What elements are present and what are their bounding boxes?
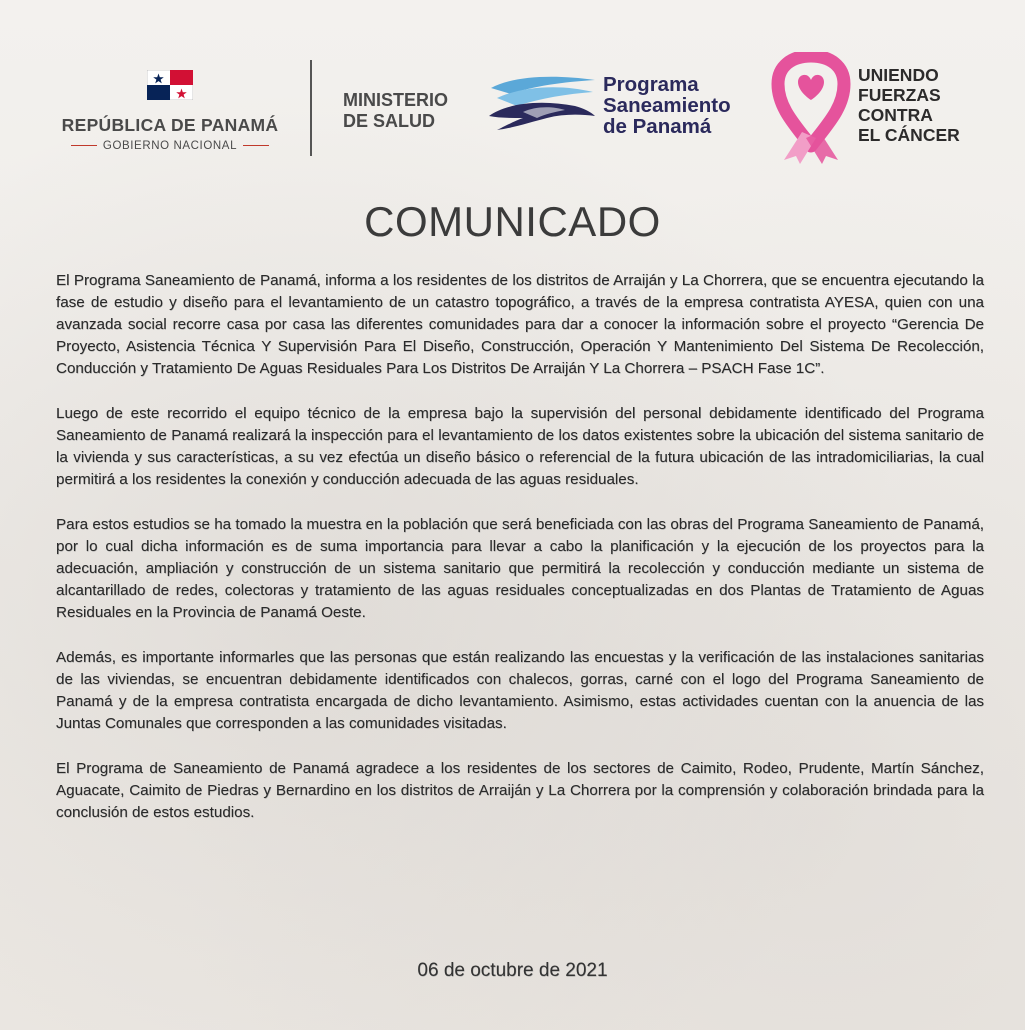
programa-logo-text bbox=[603, 74, 731, 137]
ministerio-line2: DE SALUD bbox=[343, 111, 436, 131]
cancer-line2: FUERZAS bbox=[858, 85, 941, 105]
paragraph-3: Para estos estudios se ha tomado la muestra en la población que será beneficiada con las obras del Programa Saneamiento de Panamá, por lo cual dicha información es de suma importancia para llevar a cabo la planificación y la ejecución de los proyectos para la adecuación, ampliación y construcción de un sistema sanitario que permitirá la recolección y conducción mediante un sistema de alcantarillado de redes, colectoras y tratamiento de las aguas residuales conceptualizadas en dos Plantas de Tratamiento de Aguas Residuales en la Provincia de Panamá Oeste. bbox=[56, 516, 984, 621]
communique-date: 06 de octubre de 2021 bbox=[417, 960, 608, 981]
red-dash-right bbox=[243, 145, 269, 146]
cancer-campaign-text bbox=[858, 65, 960, 145]
panama-flag-icon bbox=[147, 70, 193, 100]
republica-logo bbox=[56, 70, 284, 152]
republica-title: REPÚBLICA DE PANAMÁ bbox=[61, 115, 279, 135]
programa-line3: de Panamá bbox=[603, 115, 712, 138]
pink-ribbon-icon bbox=[768, 52, 854, 164]
page-title: COMUNICADO bbox=[364, 198, 661, 245]
ministerio-logo bbox=[343, 90, 448, 132]
communique-body bbox=[56, 270, 984, 847]
dolphin-wave-icon bbox=[483, 72, 601, 136]
paragraph-1: El Programa Saneamiento de Panamá, informa a los residentes de los distritos de Arraiján y La Chorrera, que se encuentra ejecutando la fase de estudio y diseño para el levantamiento de un catastro topográfico, a través de la empresa contratista AYESA, quien con una avanzada social recorre casa por casa las diferentes comunidades para dar a conocer la información sobre el proyecto “Gerencia De Proyecto, Asistencia Técnica Y Supervisión Para El Diseño, Construcción, Operación Y Mantenimiento Del Sistema De Recolección, Conducción y Tratamiento De Aguas Residuales Para Los Distritos De Arraiján Y La Chorrera – PSACH Fase 1C”. bbox=[56, 272, 984, 377]
red-dash-left bbox=[71, 145, 97, 146]
cancer-line4: EL CÁNCER bbox=[858, 125, 960, 145]
programa-line2: Saneamiento bbox=[603, 94, 731, 117]
gobierno-subtitle-text: GOBIERNO NACIONAL bbox=[102, 140, 238, 152]
gobierno-subtitle bbox=[56, 140, 284, 152]
paragraph-2: Luego de este recorrido el equipo técnico de la empresa bajo la supervisión del personal debidamente identificado del Programa Saneamiento de Panamá realizará la inspección para el levantamiento de los datos existentes sobre la ubicación del sistema sanitario de la vivienda y sus características, a su vez efectúa un diseño básico o referencial de la futura ubicación de las intradomiciliarias, la cual permitirá a los residentes la conexión y conducción adecuada de las aguas residuales. bbox=[56, 405, 984, 488]
logo-header bbox=[0, 52, 1025, 167]
ministerio-line1: MINISTERIO bbox=[343, 90, 449, 110]
paragraph-4: Además, es importante informarles que las personas que están realizando las encuestas y la verificación de las instalaciones sanitarias de las viviendas, se encuentran debidamente identificados con chalecos, gorras, carné con el logo del Programa Saneamiento de Panamá y de la empresa contratista encargada de dicho levantamiento. Asimismo, estas actividades cuentan con la anuencia de las Juntas Comunales que corresponden a las comunidades visitadas. bbox=[56, 649, 984, 732]
cancer-line1: UNIENDO bbox=[858, 65, 939, 85]
programa-line1: Programa bbox=[603, 73, 699, 96]
paragraph-5: El Programa de Saneamiento de Panamá agradece a los residentes de los sectores de Caimito, Rodeo, Prudente, Martín Sánchez, Aguacate, Caimito de Piedras y Bernardino en los distritos de Arraiján y La Chorrera por la comprensión y colaboración brindada para la conclusión de estos estudios. bbox=[56, 760, 984, 821]
header-divider bbox=[310, 60, 312, 156]
cancer-line3: CONTRA bbox=[858, 105, 933, 125]
